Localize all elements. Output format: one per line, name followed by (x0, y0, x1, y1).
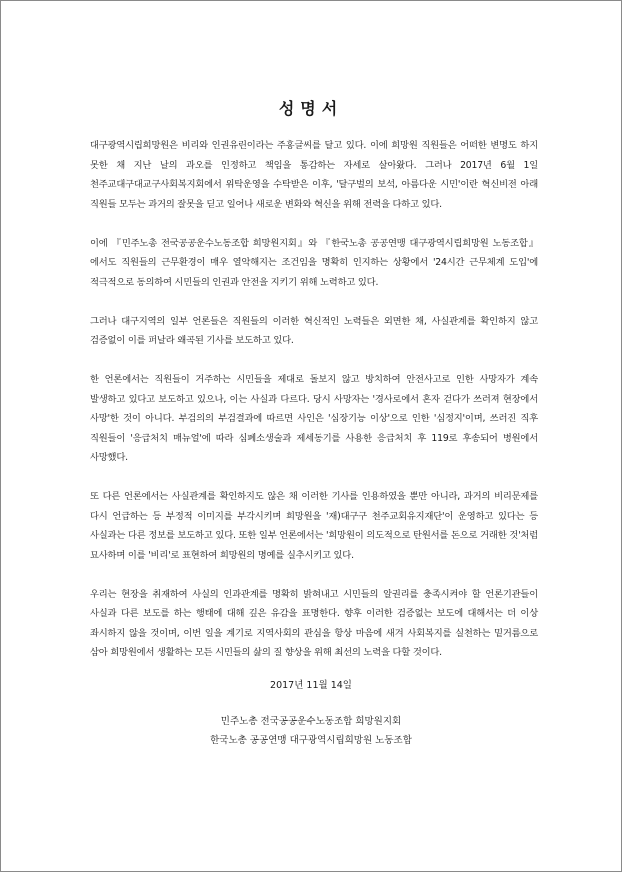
signatory-2: 한국노총 공공연맹 대구광역시립희망원 노동조합 (210, 735, 412, 746)
document-date: 2017년 11월 14일 (270, 680, 352, 691)
document-title: 성명서 (278, 99, 344, 118)
paragraph-1: 대구광역시립희망원은 비리와 인권유린이라는 주홍글씨를 달고 있다. 이에 희망원 직원들은 어떠한 변명도 하지 못한 채 지난 날의 과오를 인정하고 책임을 통감하는 자세로 살아왔다. 그러나 2017년 6월 1일 천주교대구대교구사회복지회에서 위탁운영을 수탁받은 이후, '달구벌의 보석, 아름다운 시민'이란 혁신비전 아래 직원들 모두는 과거의 잘못을 딛고 일어나 새로운 변화와 혁신을 위해 전력을 다하고 있다. (90, 140, 538, 210)
paragraph-2: 이에 『민주노총 전국공공운수노동조합 희망원지회』와 『한국노총 공공연맹 대구광역시립희망원 노동조합』에서도 직원들의 근무환경이 매우 열악해지는 조건임을 명확히 인지하는 상황에서 '24시간 근무체계 도입'에 적극적으로 동의하여 시민들의 인권과 안전을 지키기 위해 노력하고 있다. (90, 237, 538, 288)
paragraph-4: 한 언론에서는 직원들이 거주하는 시민들을 제대로 돌보지 않고 방치하여 안전사고로 인한 사망자가 계속 발생하고 있다고 보도하고 있으나, 이는 사실과 다르다. 당시 사망자는 '경사로에서 혼자 걷다가 쓰러져 현장에서 사망'한 것이 아니다. 부검의의 부검결과에 따르면 사인은 '심장기능 이상'으로 인한 '심정지'이며, 쓰러진 직후 직원들이 '응급처치 매뉴얼'에 따라 심폐소생술과 제세동기를 사용한 응급처치 후 119로 후송되어 병원에서 사망했다. (90, 374, 538, 463)
paragraph-6: 우리는 현장을 취재하여 사실의 인과관계를 명확히 밝혀내고 시민들의 알권리를 충족시켜야 할 언론기관들이 사실과 다른 보도를 하는 행태에 대해 깊은 유감을 표명한다. 향후 이러한 검증없는 보도에 대해서는 더 이상 좌시하지 않을 것이며, 이번 일을 계기로 지역사회의 관심을 항상 마음에 새겨 사회복지를 실천하는 밑거름으로 삼아 희망원에서 생활하는 모든 시민들의 삶의 질 향상을 위해 최선의 노력을 다할 것이다. (90, 588, 538, 658)
signatory-1: 민주노총 전국공공운수노동조합 희망원지회 (220, 716, 402, 727)
paragraph-3: 그러나 대구지역의 일부 언론들은 직원들의 이러한 혁신적인 노력들은 외면한 채, 사실관계를 확인하지 않고 검증없이 이를 퍼날라 왜곡된 기사를 보도하고 있다. (90, 315, 538, 346)
document-body (90, 136, 538, 682)
signatories (0, 712, 622, 750)
paragraph-5: 또 다른 언론에서는 사실관계를 확인하지도 않은 채 이러한 기사를 인용하였을 뿐만 아니라, 과거의 비리문제를 다시 언급하는 등 부정적 이미지를 부각시키며 희망원을 '재)대구구 천주교회유지재단'이 운영하고 있다는 등 사실과는 다른 정보를 보도하고 있다. 또한 일부 언론에서는 '희망원이 의도적으로 탄원서를 돈으로 거래한 것'처럼 묘사하며 이를 '비리'로 표현하여 희망원의 명예를 실추시키고 있다. (90, 491, 538, 561)
